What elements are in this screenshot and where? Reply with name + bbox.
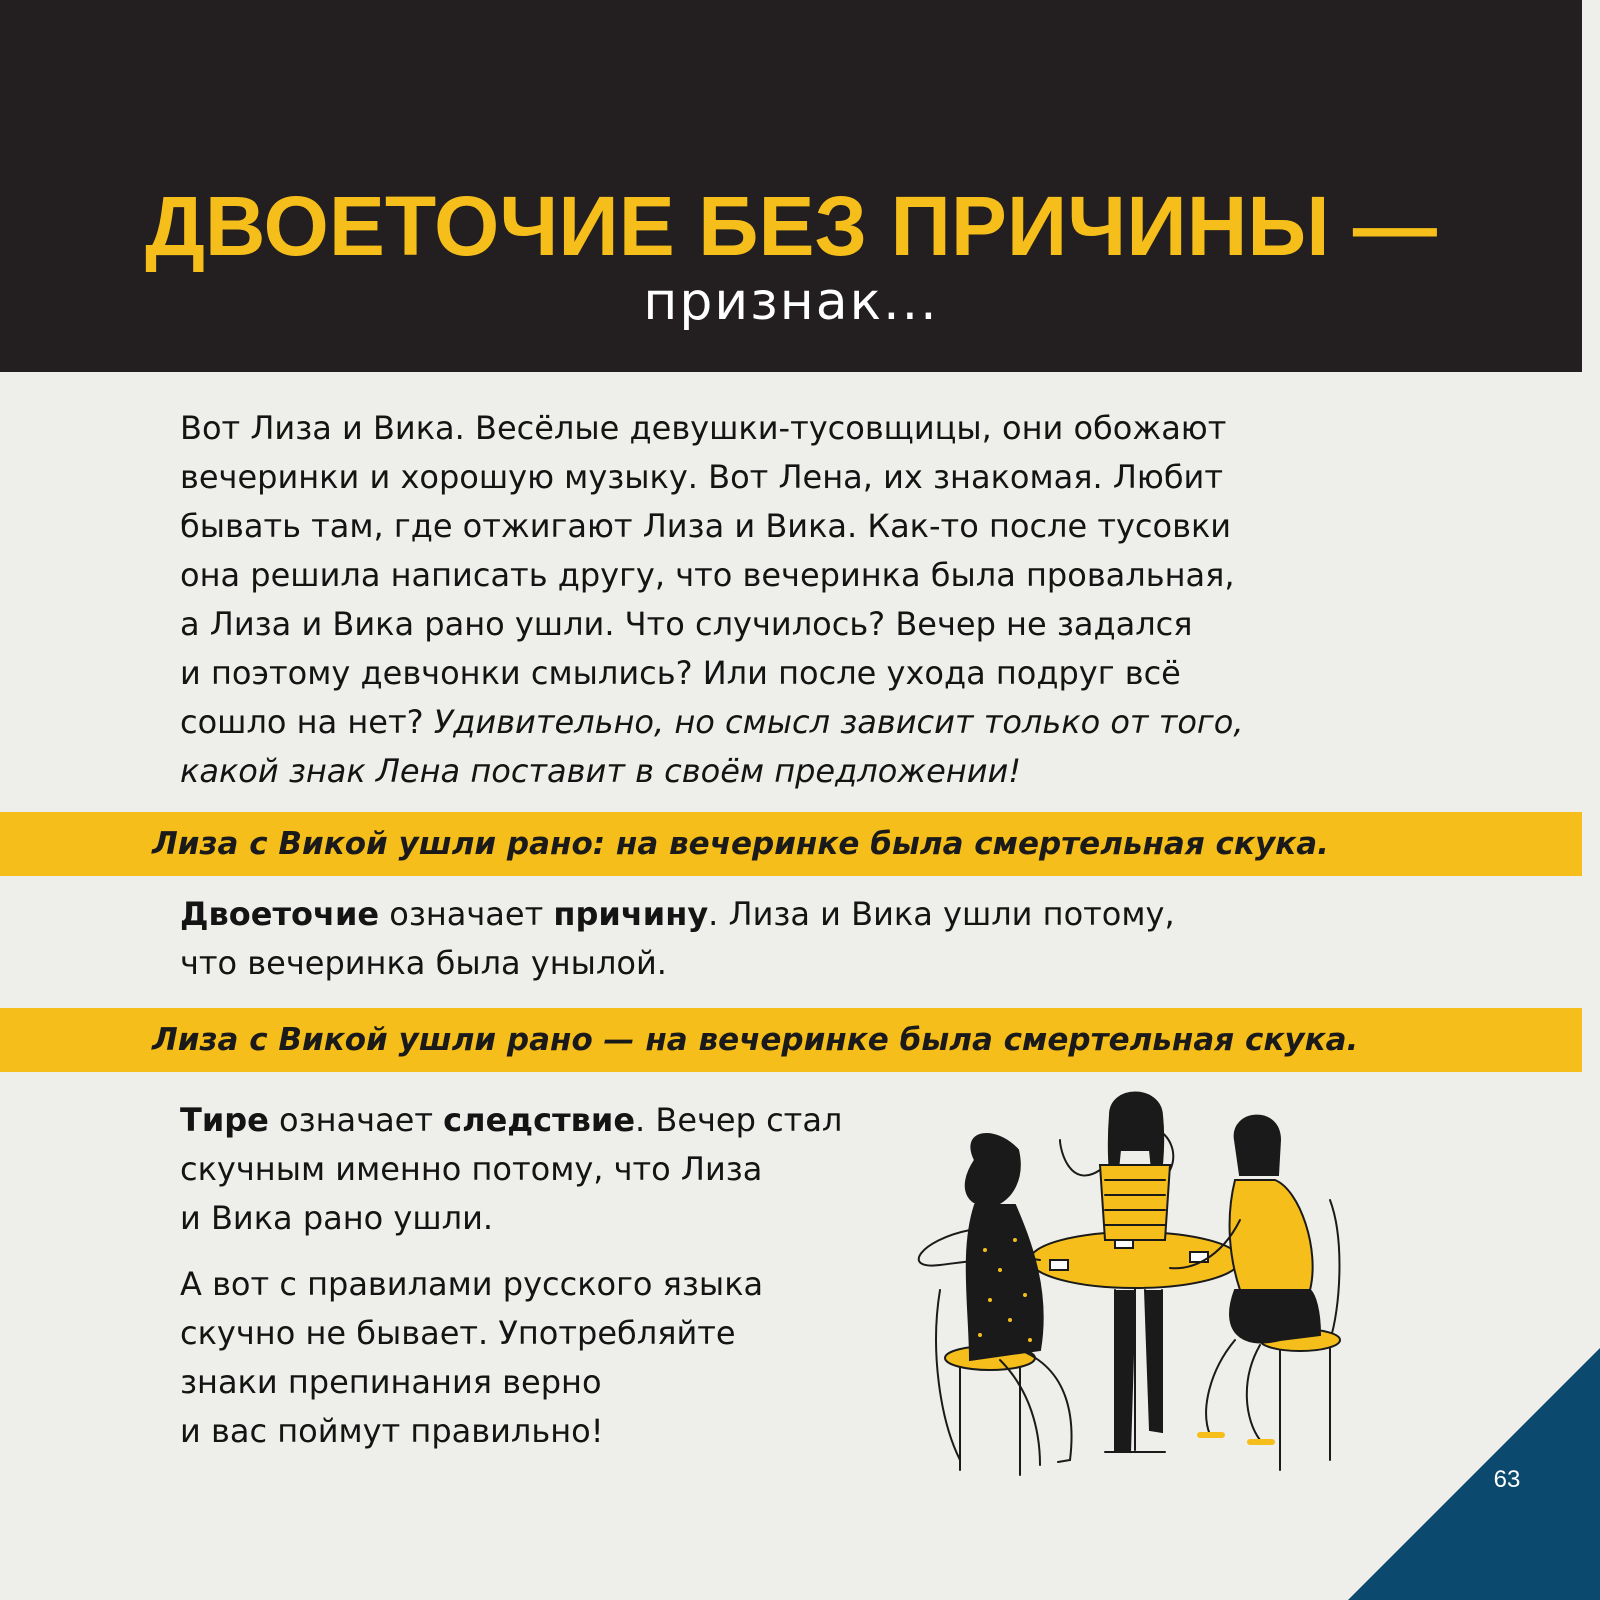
intro-line — [180, 698, 1380, 747]
explanation-line: что вечеринка была унылой. — [180, 944, 667, 982]
dash-explanation — [180, 1096, 900, 1243]
explanation-line — [180, 890, 1380, 939]
explanation-text: означает — [379, 895, 554, 933]
left-woman-dress — [967, 1205, 1043, 1360]
closing-line: А вот с правилами русского языка — [180, 1265, 764, 1303]
page-title: ДВОЕТОЧИЕ БЕЗ ПРИЧИНЫ — — [145, 179, 1437, 273]
right-woman-shoes — [1200, 1435, 1272, 1442]
intro-line: бывать там, где отжигают Лиза и Вика. Как-то после тусовки — [180, 507, 1232, 545]
intro-line: Вот Лиза и Вика. Весёлые девушки-тусовщицы, они обожают — [180, 409, 1227, 447]
intro-emphasis: какой знак Лена поставит в своём предложении! — [180, 752, 1022, 790]
closing-paragraph — [180, 1260, 900, 1456]
page-number: 63 — [1493, 1466, 1521, 1493]
example-colon-band — [0, 812, 1582, 876]
colon-explanation — [180, 890, 1380, 988]
right-woman-hair — [1235, 1116, 1280, 1175]
term-cause: причину — [553, 895, 709, 933]
right-woman-blouse — [1230, 1180, 1313, 1290]
example-dash-band — [0, 1008, 1582, 1072]
term-colon: Двоеточие — [180, 895, 380, 933]
right-woman-skirt — [1230, 1290, 1320, 1343]
term-consequence: следствие — [443, 1101, 636, 1139]
explanation-text: . Вечер стал — [635, 1101, 843, 1139]
page-subtitle: признак... — [643, 272, 939, 332]
left-woman-hair — [966, 1134, 1020, 1206]
closing-line: и вас поймут правильно! — [180, 1412, 604, 1450]
closing-line: скучно не бывает. Употребляйте — [180, 1314, 736, 1352]
example-colon-sentence: Лиза с Викой ушли рано: на вечеринке была смертельная скука. — [152, 826, 1329, 862]
middle-woman-top — [1100, 1165, 1170, 1240]
cafe-illustration — [900, 1090, 1370, 1490]
intro-emphasis: Удивительно, но смысл зависит только от того, — [433, 703, 1244, 741]
page-corner-triangle — [1348, 1348, 1600, 1600]
header-banner — [0, 0, 1582, 372]
explanation-line — [180, 1096, 900, 1145]
intro-line — [180, 747, 1380, 796]
explanation-line: и Вика рано ушли. — [180, 1199, 494, 1237]
explanation-line: скучным именно потому, что Лиза — [180, 1150, 763, 1188]
intro-line: она решила написать другу, что вечеринка была провальная, — [180, 556, 1235, 594]
explanation-text: . Лиза и Вика ушли потому, — [708, 895, 1175, 933]
intro-paragraph — [180, 404, 1380, 796]
middle-woman-legs — [1115, 1290, 1162, 1452]
explanation-text: означает — [268, 1101, 444, 1139]
example-dash-sentence: Лиза с Викой ушли рано — на вечеринке была смертельная скука. — [152, 1022, 1359, 1058]
right-woman-legs — [1206, 1340, 1260, 1440]
intro-line: а Лиза и Вика рано ушли. Что случилось? Вечер не задался — [180, 605, 1193, 643]
closing-line: знаки препинания верно — [180, 1363, 602, 1401]
intro-line: вечеринки и хорошую музыку. Вот Лена, их знакомая. Любит — [180, 458, 1223, 496]
intro-line: и поэтому девчонки смылись? Или после ухода подруг всё — [180, 654, 1181, 692]
intro-text: сошло на нет? — [180, 703, 434, 741]
term-dash: Тире — [180, 1101, 269, 1139]
